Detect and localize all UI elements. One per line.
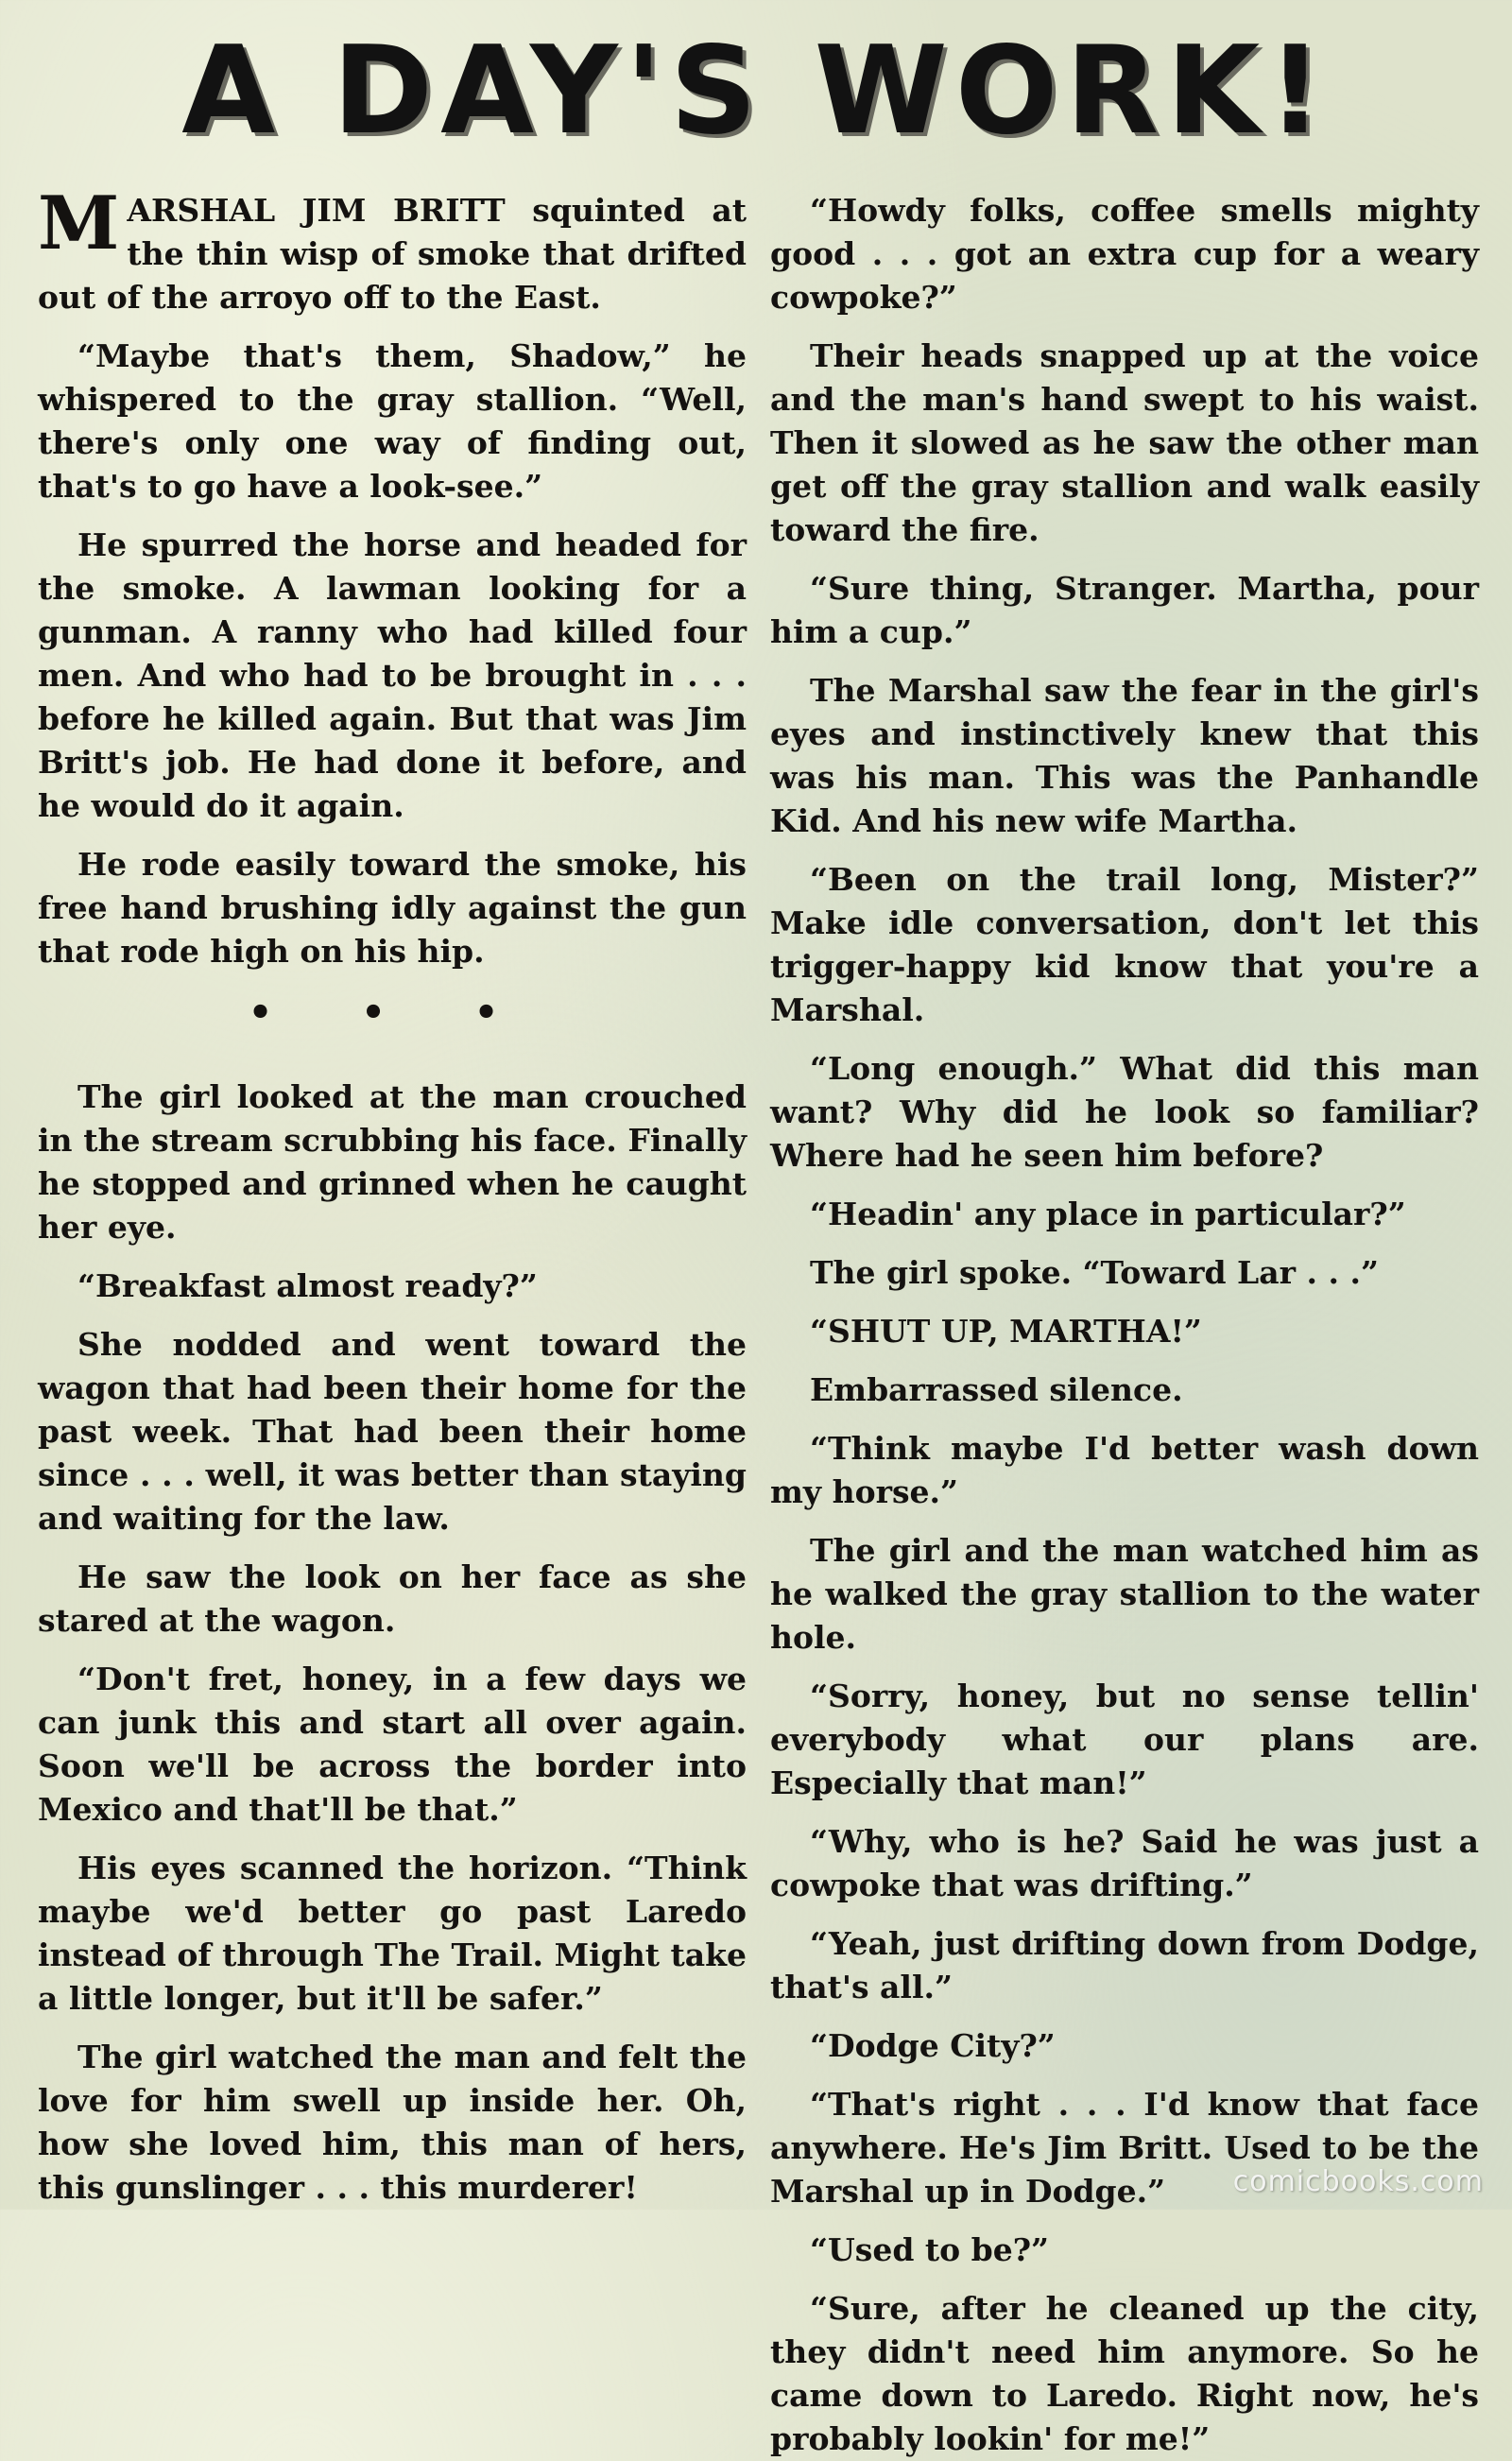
paragraph-r16: “Dodge City?” xyxy=(810,2027,1056,2064)
paragraph-11: The girl watched the man and felt the love for him swell up inside her. Oh, how she loved him, this man of hers, this gunslinger . . . this murderer! xyxy=(38,2039,747,2206)
paragraph-10: His eyes scanned the horizon. “Think maybe we'd better go past Laredo instead of through The Trail. Might take a little longer, but it'll be safer.” xyxy=(38,1850,747,2017)
paragraph-r5: “Been on the trail long, Mister?” Make idle conversation, don't let this trigger-happy kid know that you're a Marshal. xyxy=(770,861,1479,1028)
paragraph-r10: Embarrassed silence. xyxy=(810,1371,1183,1408)
paragraph-8: He saw the look on her face as she stared at the wagon. xyxy=(38,1558,747,1639)
paragraph-r13: “Sorry, honey, but no sense tellin' everybody what our plans are. Especially that man!” xyxy=(770,1678,1479,1801)
paragraph-r14: “Why, who is he? Said he was just a cowpoke that was drifting.” xyxy=(770,1823,1479,1903)
watermark: comicbooks.com xyxy=(1232,2165,1484,2198)
paragraph-7: She nodded and went toward the wagon that had been their home for the past week. That had been their home since . . . well, it was better than staying and waiting for the law. xyxy=(38,1326,747,1537)
paragraph-r7: “Headin' any place in particular?” xyxy=(810,1196,1406,1232)
paragraph-r17: “That's right . . . I'd know that face anywhere. He's Jim Britt. Used to be the Marshal up in Dodge.” xyxy=(770,2086,1479,2210)
left-column xyxy=(38,181,747,2206)
paragraph-r15: “Yeah, just drifting down from Dodge, that's all.” xyxy=(770,1925,1479,2005)
story-title: A DAY'S WORK! xyxy=(181,21,1331,162)
paragraph-6: “Breakfast almost ready?” xyxy=(77,1267,538,1304)
paragraph-r6: “Long enough.” What did this man want? Why did he look so familiar? Where had he seen him before? xyxy=(770,1050,1479,1174)
paragraph-4: He rode easily toward the smoke, his free hand brushing idly against the gun that rode high on his hip. xyxy=(38,846,747,970)
paragraph-3: He spurred the horse and headed for the smoke. A lawman looking for a gunman. A ranny who had killed four men. And who had to be brought in . . . before he killed again. But that was Jim Britt's job. He had done it before, and he would do it again. xyxy=(38,526,747,824)
paragraph-r9: “SHUT UP, MARTHA!” xyxy=(810,1313,1202,1350)
paragraph-r8: The girl spoke. “Toward Lar . . .” xyxy=(810,1254,1379,1291)
paragraph-2: “Maybe that's them, Shadow,” he whispered to the gray stallion. “Well, there's only one way of finding out, that's to go have a look-see.” xyxy=(38,337,747,505)
paragraph-r19: “Sure, after he cleaned up the city, they didn't need him anymore. So he came down to Laredo. Right now, he's probably lookin' for me!” xyxy=(770,2290,1479,2457)
paragraph-r1: “Howdy folks, coffee smells mighty good . . . got an extra cup for a weary cowpoke?” xyxy=(770,192,1479,316)
paragraph-r12: The girl and the man watched him as he walked the gray stallion to the water hole. xyxy=(770,1532,1479,1656)
paragraph-r11: “Think maybe I'd better wash down my horse.” xyxy=(770,1430,1479,1510)
paragraph-r18: “Used to be?” xyxy=(810,2231,1050,2268)
paragraph-r2: Their heads snapped up at the voice and the man's hand swept to his waist. Then it slowed as he saw the other man get off the gray stallion and walk easily toward the fire. xyxy=(770,337,1479,548)
section-separator: • • • xyxy=(248,990,537,1035)
paragraph-r4: The Marshal saw the fear in the girl's eyes and instinctively knew that this was his man. This was the Panhandle Kid. And his new wife Martha. xyxy=(770,672,1479,839)
paragraph-9: “Don't fret, honey, in a few days we can junk this and start all over again. Soon we'll be across the border into Mexico and that'll be that.” xyxy=(38,1661,747,1828)
paragraph-1-text: ARSHAL JIM BRITT squinted at the thin wisp of smoke that drifted out of the arroyo off to the East. xyxy=(38,192,747,316)
paragraph-r3: “Sure thing, Stranger. Martha, pour him a cup.” xyxy=(770,570,1479,650)
paragraph-5: The girl looked at the man crouched in the stream scrubbing his face. Finally he stopped and grinned when he caught her eye. xyxy=(38,1078,747,1246)
drop-cap: M xyxy=(38,181,120,267)
paragraph-1 xyxy=(38,181,747,319)
